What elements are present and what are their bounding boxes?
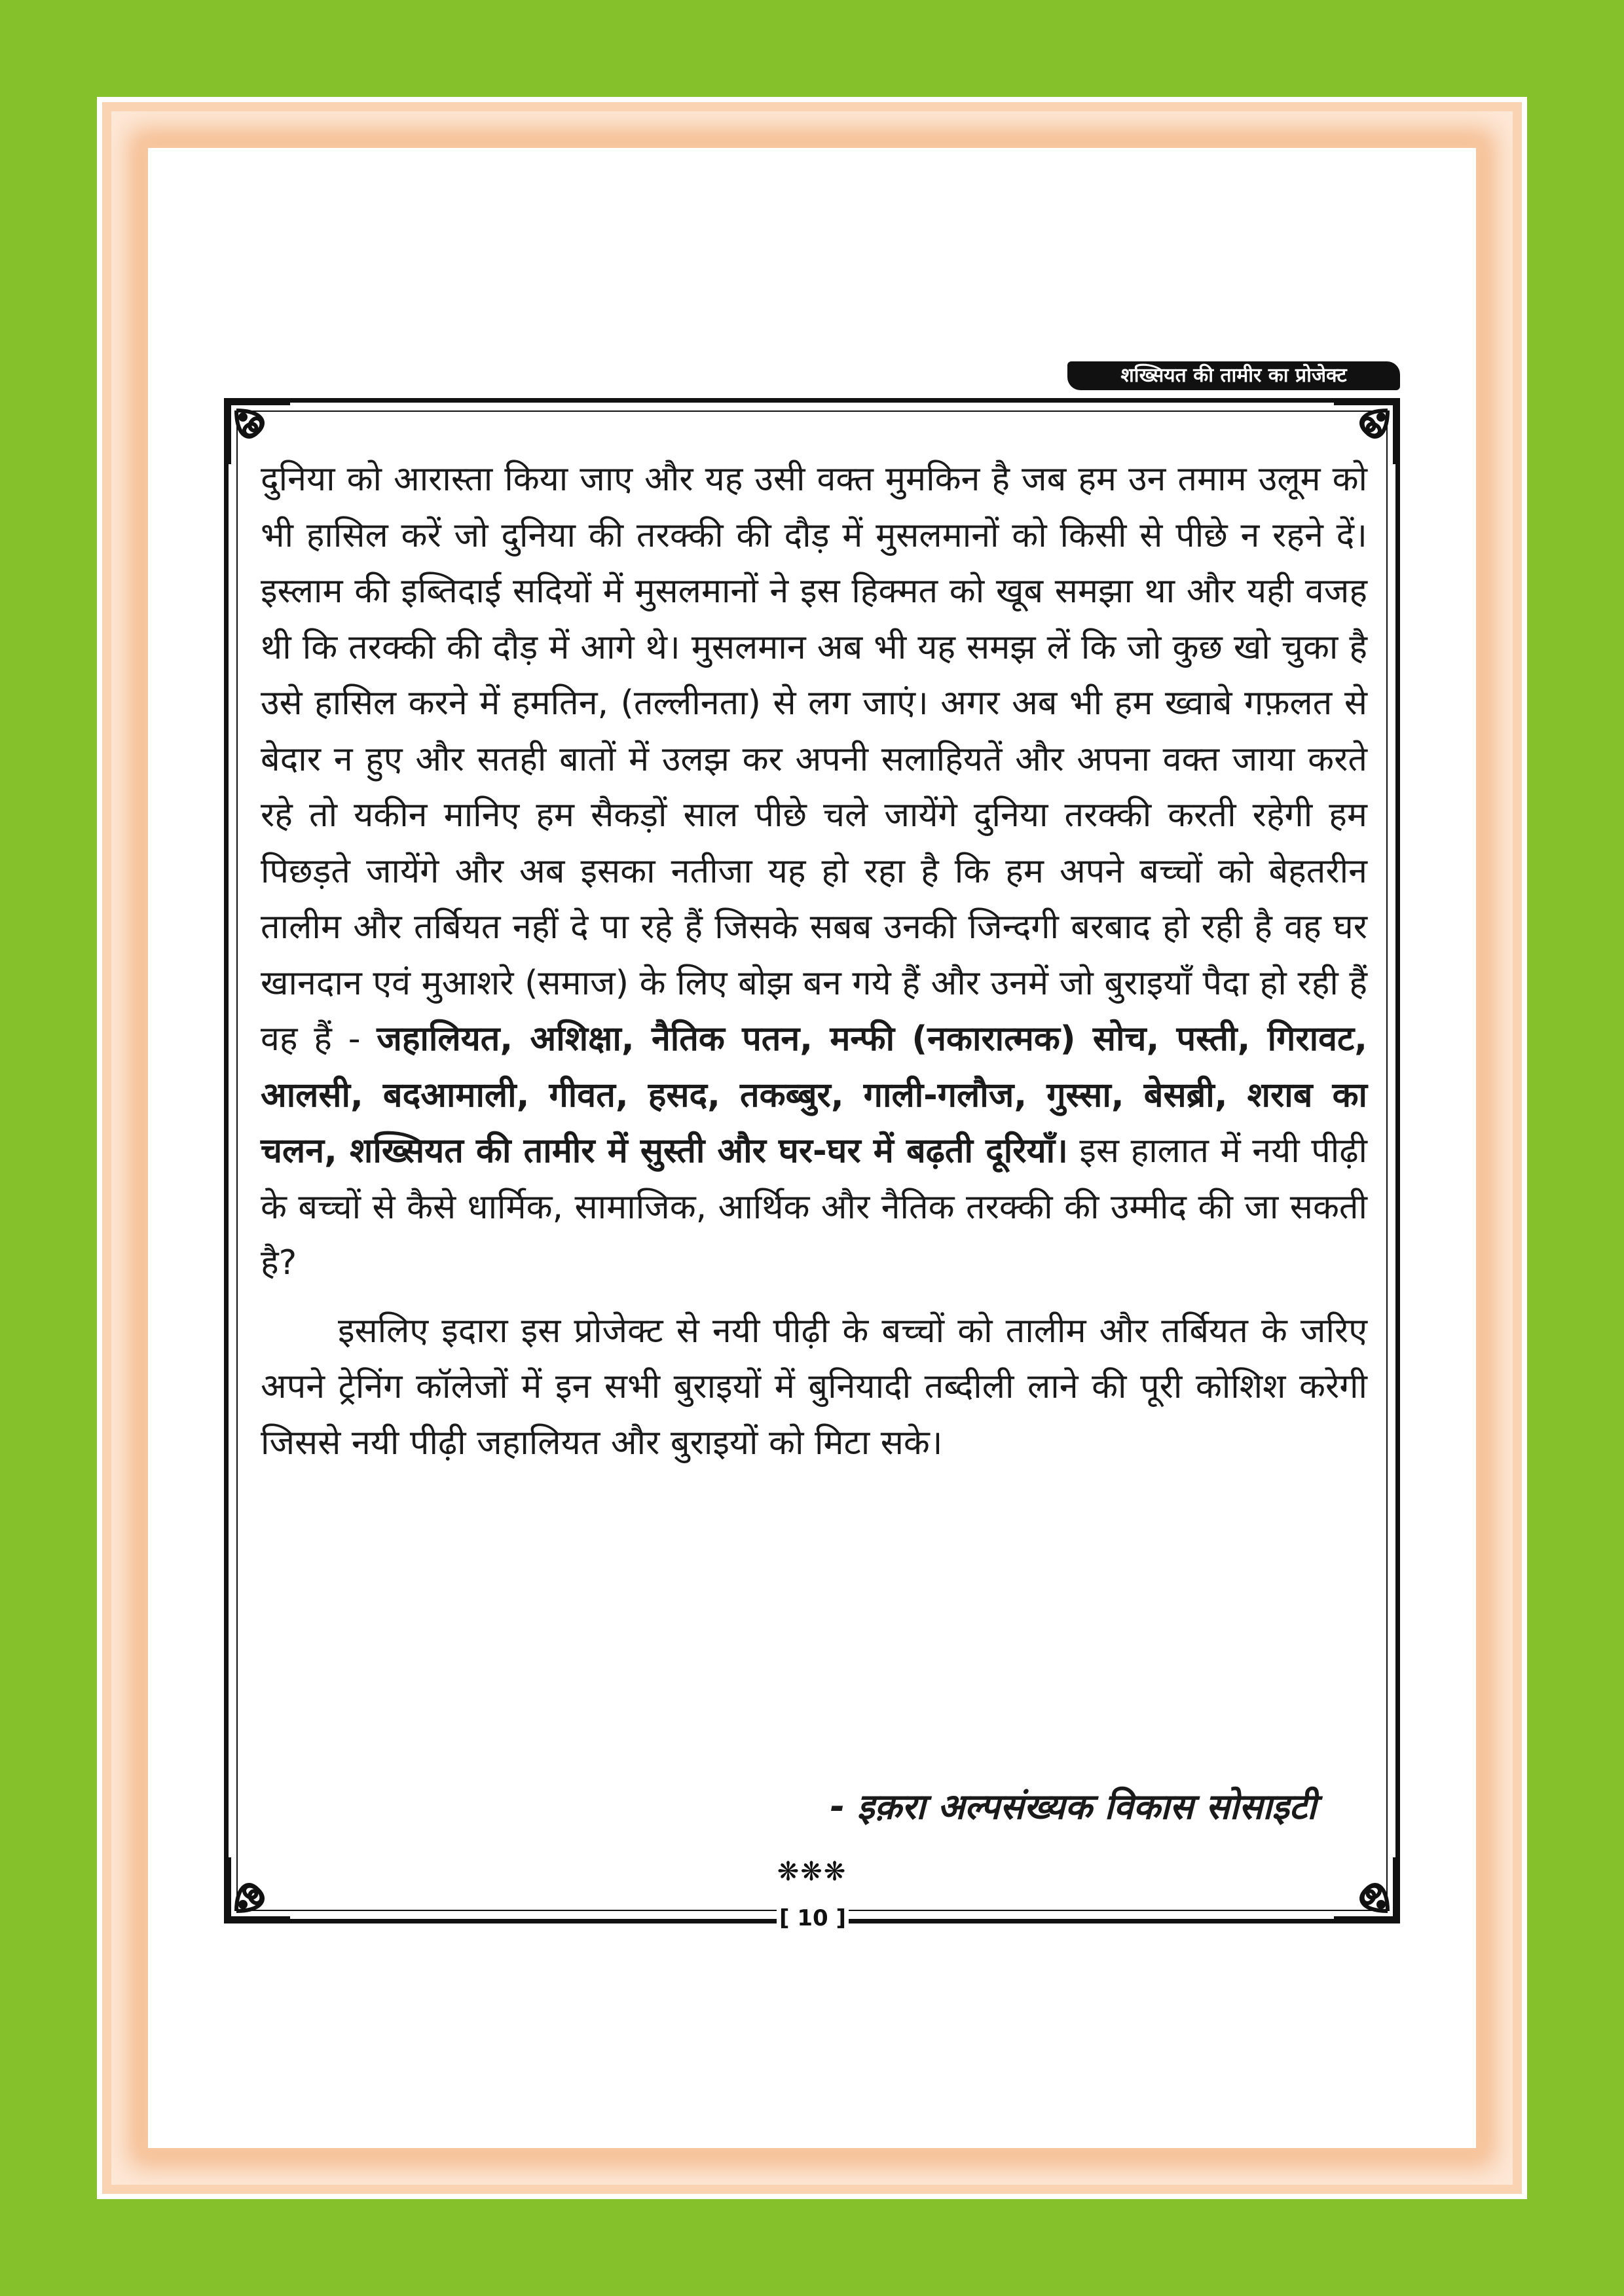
page-number: [ 10 ] [777,1904,849,1933]
body-text [261,452,1367,1471]
corner-ornament-icon [1329,1852,1401,1924]
running-header: शख्सियत की तामीर का प्रोजेक्ट [1067,361,1400,390]
signature-line: - इक़रा अल्पसंख्यक विकास सोसाइटी [830,1786,1316,1827]
paragraph-text: दुनिया को आरास्ता किया जाए और यह उसी वक्त मुमकिन है जब हम उन तमाम उलूम को भी हासिल करें जो दुनिया की तरक्की की दौड़ में मुसलमानों को किसी से पीछे न रहने दें। इस्लाम की इब्तिदाई सदियों में मुसलमानों ने इस हिक्मत को खूब समझा था और यही वजह थी कि तरक्की की दौड़ में आगे थे। मुसलमान अब भी यह समझ लें कि जो कुछ खो चुका है उसे हासिल करने में हमतिन, (तल्लीनता) से लग जाएं। अगर अब भी हम ख्वाबे गफ़लत से बेदार न हुए और सतही बातों में उलझ कर अपनी सलाहियतें और अपना वक्त जाया करते रहे तो यकीन मानिए हम सैकड़ों साल पीछे चले जायेंगे दुनिया तरक्की करती रहेगी हम पिछड़ते जायेंगे और अब इसका नतीजा यह हो रहा है कि हम अपने बच्चों को बेहतरीन तालीम और तर्बियत नहीं दे पा रहे हैं जिसके सबब उनकी जिन्दगी बरबाद हो रही है वह घर खानदान एवं मुआशरे (समाज) के लिए बोझ बन गये हैं और उनमें जो बुराइयाँ पैदा हो रही हैं वह हैं - [261,460,1367,1059]
corner-ornament-icon [223,1852,295,1924]
paragraph: इसलिए इदारा इस प्रोजेक्ट से नयी पीढ़ी के बच्चों को तालीम और तर्बियत के जरिए अपने ट्रेनिंग कॉलेजों में इन सभी बुराइयों में बुनियादी तब्दीली लाने की पूरी कोशिश करेगी जिससे नयी पीढ़ी जहालियत और बुराइयों को मिटा सके। [261,1311,1367,1463]
paragraph [261,452,1367,1292]
emphasized-list: जहालियत, अशिक्षा, नैतिक पतन, मन्फी (नकारात्मक) सोच, पस्ती, गिरावट, आलसी, बदआमाली, गीवत, हसद, तकब्बुर, गाली-गलौज, गुस्सा, बेसब्री, शराब का चलन, शख्सियत की तामीर में सुस्ती और घर-घर में बढ़ती दूरियाँ। [261,1019,1367,1171]
paragraph-text: इस हालात में नयी पीढ़ी के बच्चों से कैसे धार्मिक, सामाजिक, आर्थिक और नैतिक तरक्की की उम्मीद की जा सकती है? [261,1131,1367,1283]
asterism-ornament: ❋❋❋ [777,1857,847,1887]
